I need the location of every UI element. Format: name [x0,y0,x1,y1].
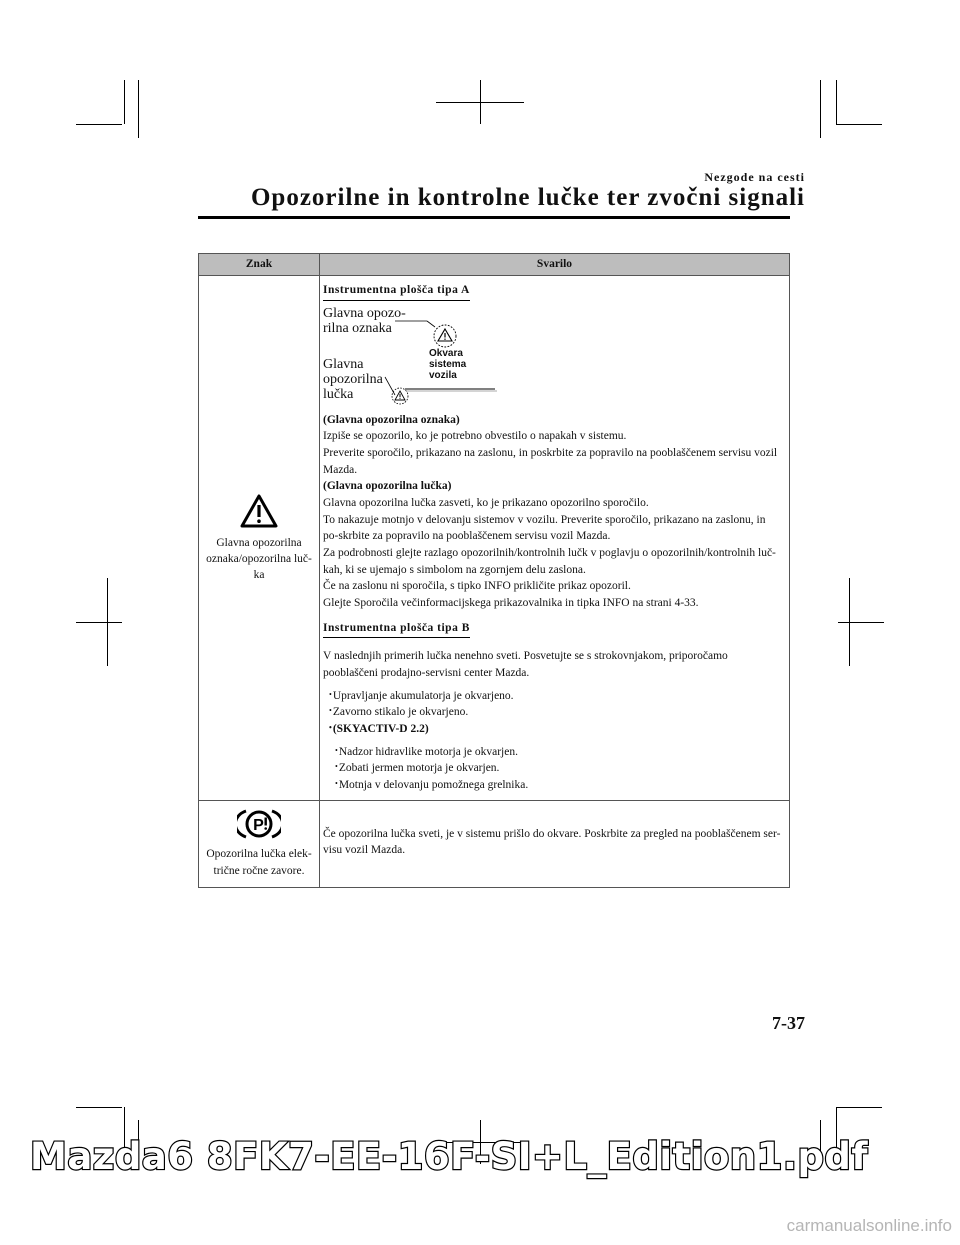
mark-title: (Glavna opozorilna oznaka) [323,413,460,426]
panel-a-heading: Instrumentna plošča tipa A [323,282,470,301]
electric-parking-brake-icon [202,807,316,847]
list-item: • Upravljanje akumulatorja je okvarjeno. [329,688,783,705]
column-header-sign: Znak [199,254,320,276]
parking-brake-text: Če opozorilna lučka sveti, je v sistemu prišlo do okvare. Poskrbite za pregled na pooblaščenem ser-visu vozil Mazda. [323,827,781,857]
diagram-msg-1: Okvara [429,347,463,359]
diagram-light-icon [391,387,409,411]
list-item: • Zavorno stikalo je okvarjeno. [329,704,783,721]
column-header-warning: Svarilo [320,254,790,276]
sign-caption: Opozorilna lučka elek-trične ročne zavore. [206,848,312,877]
sign-cell [199,800,320,887]
page-number: 7-37 [772,1013,805,1033]
list-item: • (SKYACTIV-D 2.2) [329,721,783,738]
warning-triangle-icon [202,493,316,535]
diagram-msg-2: sistema [429,358,467,370]
light-text: Če na zaslonu ni sporočila, s tipko INFO prikličite prikaz opozoril. [323,580,631,593]
table-row [199,800,790,887]
crop-mark [820,80,821,138]
light-title: (Glavna opozorilna lučka) [323,480,452,493]
crop-mark [836,80,837,124]
crop-mark [836,124,882,125]
crop-mark [849,578,850,666]
sign-cell [199,276,320,801]
crop-mark [76,1107,122,1108]
crop-mark [838,622,884,623]
svg-text:P: P [253,816,264,834]
list-item: • Zobati jermen motorja je okvarjen. [335,760,783,777]
crop-mark [107,578,108,666]
sign-caption: Glavna opozorilna oznaka/opozorilna luč-ka [206,536,312,581]
light-text: Za podrobnosti glejte razlago opozorilnih/kontrolnih lučk v poglavju o opozorilnih/kontrolnih luč-kah, ki se ujemajo s simbolom na zgornjem delu zaslona. [323,547,776,576]
diagram-msg-3: vozila [429,369,457,381]
section-label: Nezgode na cesti [704,170,805,184]
title-rule [198,216,790,219]
crop-mark [480,80,481,124]
light-text: Glavna opozorilna lučka zasveti, ko je prikazano opozorilno sporočilo. [323,497,649,510]
panel-b-intro: V naslednjih primerih lučka nenehno sveti. Posvetujte se s strokovnjakom, priporočamo pooblaščeni prodajno-servisni center Mazda. [323,650,728,680]
crop-mark [836,1107,882,1108]
description-cell [320,276,790,801]
fault-list [323,688,783,738]
mark-text: Preverite sporočilo, prikazano na zaslonu, in poskrbite za popravilo na pooblaščenem servisu vozil Mazda. [323,447,778,476]
diagram-label-light-1: Glavna [323,356,364,372]
crop-mark [76,622,122,623]
mark-text: Izpiše se opozorilo, ko je potrebno obvestilo o napakah v sistemu. [323,430,627,443]
footer-filename: Mazda6 8FK7-EE-16F-SI+L_Edition1.pdf [30,1135,869,1178]
diagram-label-mark-1: Glavna opozo- [323,305,406,321]
table-header-row [199,254,790,276]
watermark: carmanualsonline.info [786,1216,952,1235]
crop-mark [76,124,122,125]
panel-b-heading: Instrumentna plošča tipa B [323,620,470,639]
list-item: • Motnja v delovanju pomožnega grelnika. [335,777,783,794]
page-title: Opozorilne in kontrolne lučke ter zvočni signali [250,184,805,211]
diesel-fault-list [323,744,783,794]
cluster-diagram [323,307,523,412]
light-text: To nakazuje motnjo v delovanju sistemov v vozilu. Preverite sporočilo, prikazano na zaslonu, in po-skrbite za popravilo na pooblaščenem servisu vozil Mazda. [323,513,766,543]
diagram-lines [323,307,523,412]
diagram-label-mark-2: rilna oznaka [323,320,392,336]
light-text: Glejte Sporočila večinformacijskega prikazovalnika in tipka INFO na strani 4-33. [323,597,699,610]
table-row [199,276,790,801]
crop-mark [138,80,139,138]
warning-table [198,253,790,888]
diagram-label-light-2: opozorilna [323,371,383,387]
list-item: • Nadzor hidravlike motorja je okvarjen. [335,744,783,761]
crop-mark [124,80,125,124]
description-cell [320,800,790,887]
diagram-label-light-3: lučka [323,386,354,402]
